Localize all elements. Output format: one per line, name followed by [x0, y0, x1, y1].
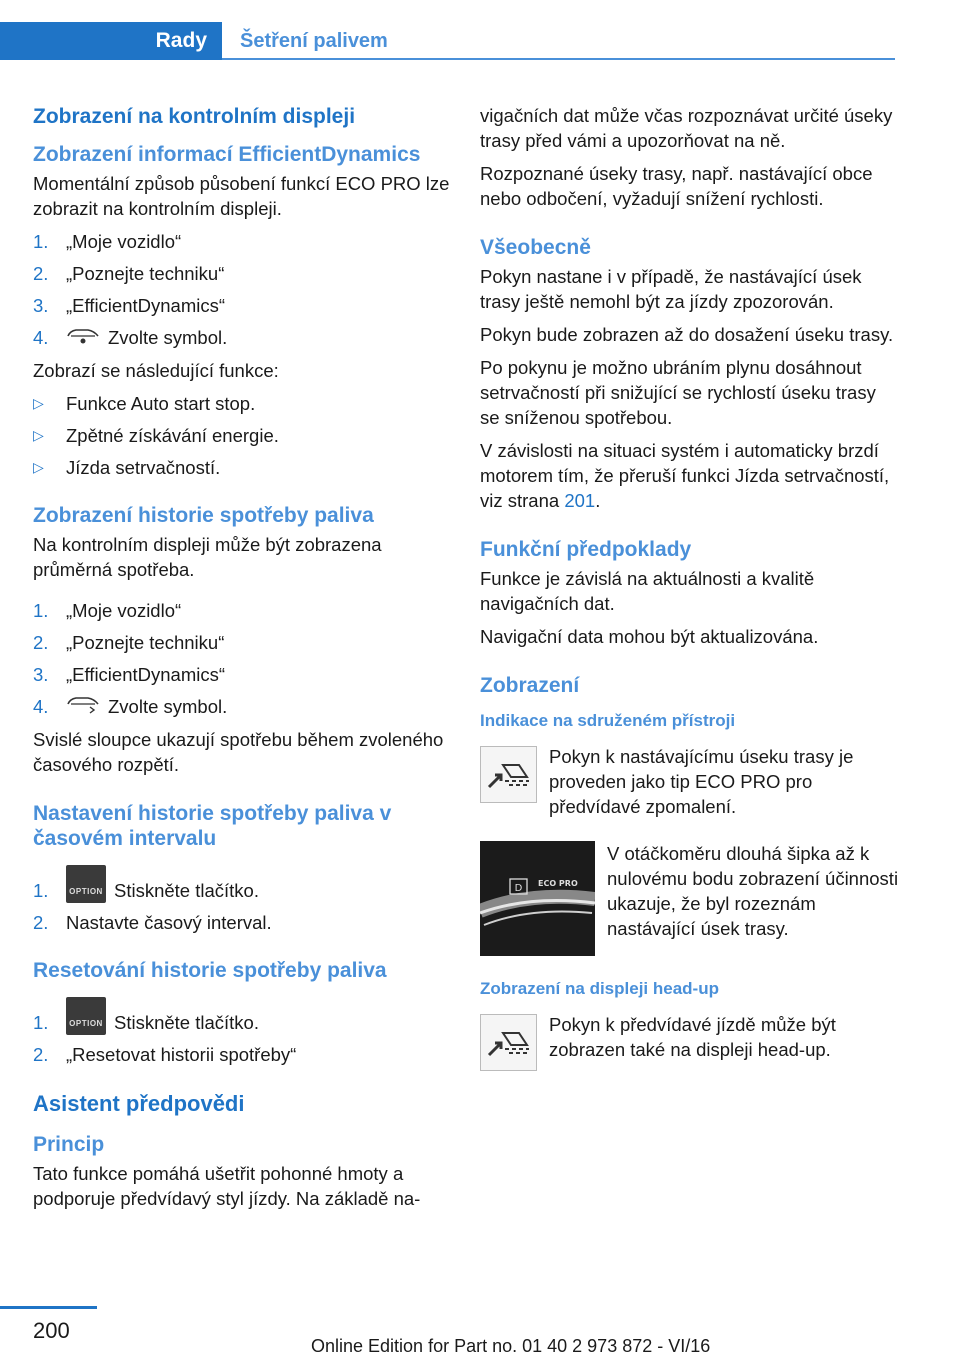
paragraph-general-4: V závislosti na situaci systém i automaticky brzdí motorem tím, že přeruší funkci Jízda setrvačností, viz strana 201.	[480, 440, 890, 511]
heading-info-efficientdynamics: Zobrazení informací EfficientDynamics	[33, 143, 421, 166]
steps-list-set	[33, 863, 451, 935]
list-item: 4. Zvolte symbol.	[33, 694, 451, 720]
paragraph-headup: Pokyn k předvídavé jízdě může být zobrazen také na displeji head-up.	[549, 1014, 836, 1060]
paragraph-req-2: Navigační data mohou být aktualizována.	[480, 626, 819, 647]
paragraph-general-3: Po pokynu je možno ubráním plynu dosáhnout setrvačností při snižující se rychlostí úseku trasy se sníženou spotřebou.	[480, 357, 876, 428]
page-number: 200	[33, 1318, 70, 1343]
list-item: ▷ Zpětné získávání energie.	[33, 425, 279, 446]
list-item: 3. „EfficientDynamics“	[33, 295, 226, 316]
list-item: 1. OPTION Stiskněte tlačítko.	[33, 863, 451, 903]
paragraph-rozpoznane-useky: Rozpoznané úseky trasy, např. nastávající obce nebo odbočení, vyžadují snížení rychlosti.	[480, 163, 873, 209]
paragraph-historie: Na kontrolním displeji může být zobrazena průměrná spotřeba.	[33, 534, 382, 580]
page-header	[0, 22, 895, 60]
list-item: 1. „Moje vozidlo“	[33, 231, 182, 252]
paragraph-funkce: Zobrazí se následující funkce:	[33, 360, 279, 381]
tab-setreni-palivem[interactable]: Šetření palivem	[240, 29, 388, 52]
paragraph-cluster: Pokyn k nastávajícímu úseku trasy je proveden jako tip ECO PRO pro předvídavé zpomalení.	[549, 746, 854, 817]
option-button-icon: OPTION	[66, 865, 106, 903]
triangle-bullet-icon: ▷	[33, 395, 44, 411]
triangle-bullet-icon: ▷	[33, 427, 44, 443]
steps-list-2	[33, 598, 451, 720]
list-item: 2. „Poznejte techniku“	[33, 263, 225, 284]
left-column	[33, 100, 451, 1219]
functions-list	[33, 391, 451, 480]
heading-sdruzeny-pristroj: Indikace na sdruženém přístroji	[480, 711, 736, 730]
heading-resetovani-historie: Resetování historie spotřeby paliva	[33, 959, 387, 982]
tacho-row	[480, 841, 900, 956]
list-item: 2. Nastavte časový interval.	[33, 912, 272, 933]
edition-note: Online Edition for Part no. 01 40 2 973 872 - VI/16	[311, 1336, 711, 1356]
list-item: 1. „Moje vozidlo“	[33, 600, 182, 621]
list-item: ▷ Funkce Auto start stop.	[33, 393, 256, 414]
paragraph-general-2: Pokyn bude zobrazen až do dosažení úseku trasy.	[480, 324, 894, 345]
tachometer-eco-pro-image	[480, 841, 595, 956]
right-column	[480, 103, 900, 1085]
car-history-icon	[66, 694, 100, 720]
paragraph-req-1: Funkce je závislá na aktuálnosti a kvalitě navigačních dat.	[480, 568, 815, 614]
heading-zobrazeni: Zobrazení	[480, 674, 580, 697]
paragraph-tacho: V otáčkoměru dlouhá šipka až k nulovému bodu zobrazení účinnosti ukazuje, že byl rozeznám nastávající úsek trasy.	[607, 843, 899, 939]
list-item: 2. „Resetovat historii spotřeby“	[33, 1044, 297, 1065]
paragraph-general-1: Pokyn nastane i v případě, že nastávající úsek trasy ještě nemohl být za jízdy zpozorován.	[480, 266, 862, 312]
steps-list-1	[33, 229, 451, 351]
paragraph-info: Momentální způsob působení funkcí ECO PRO lze zobrazit na kontrolním displeji.	[33, 173, 450, 219]
eco-pro-hint-icon	[480, 746, 537, 803]
car-efficiency-icon	[66, 325, 100, 351]
heading-funkcni-predpoklady: Funkční předpoklady	[480, 538, 692, 561]
heading-head-up: Zobrazení na displeji head-up	[480, 979, 719, 998]
heading-asistent-predpovedi: Asistent předpovědi	[33, 1091, 245, 1116]
paragraph-continued: vigačních dat může včas rozpoznávat určité úseky trasy před vámi a upozorňovat na ně.	[480, 105, 893, 151]
steps-list-reset	[33, 995, 451, 1067]
heading-nastaveni-historie: Nastavení historie spotřeby paliva v časovém intervalu	[33, 802, 392, 850]
header-rule	[222, 58, 895, 60]
page-link-201[interactable]: 201	[564, 490, 596, 511]
list-item: 1. OPTION Stiskněte tlačítko.	[33, 995, 451, 1035]
svg-text:ECO PRO: ECO PRO	[538, 879, 578, 888]
list-item: 2. „Poznejte techniku“	[33, 632, 225, 653]
paragraph-sloupce: Svislé sloupce ukazují spotřebu během zvoleného časového rozpětí.	[33, 729, 444, 775]
heading-princip: Princip	[33, 1133, 105, 1156]
list-item: ▷ Jízda setrvačností.	[33, 457, 221, 478]
list-item: 3. „EfficientDynamics“	[33, 664, 226, 685]
svg-text:D: D	[514, 883, 523, 894]
footer-rule	[0, 1306, 97, 1309]
heading-vseobecne: Všeobecně	[480, 236, 591, 259]
tab-rady[interactable]: Rady	[0, 22, 222, 60]
triangle-bullet-icon: ▷	[33, 459, 44, 475]
list-item: 4. Zvolte symbol.	[33, 325, 451, 351]
option-button-icon: OPTION	[66, 997, 106, 1035]
eco-pro-hint-icon	[480, 1014, 537, 1071]
heading-kontrolni-displej: Zobrazení na kontrolním displeji	[33, 105, 356, 128]
heading-historie-spotreby: Zobrazení historie spotřeby paliva	[33, 504, 374, 527]
paragraph-princip: Tato funkce pomáhá ušetřit pohonné hmoty a podporuje předvídavý styl jízdy. Na základě na-	[33, 1163, 421, 1209]
cluster-hint-row	[480, 744, 900, 827]
headup-hint-row	[480, 1012, 900, 1071]
